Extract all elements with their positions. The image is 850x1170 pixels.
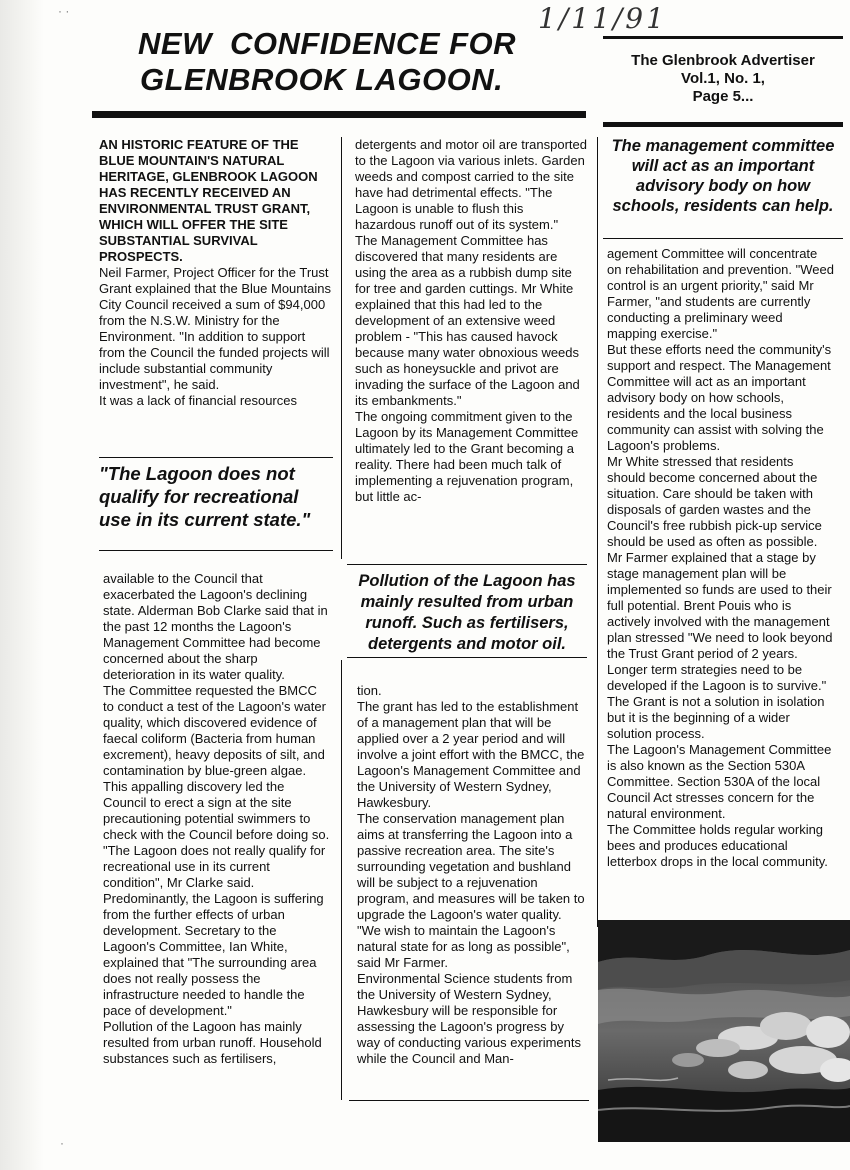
paragraph: The ongoing commitment given to the Lagoon by its Management Committee ultimately led to the Grant becoming a reality. There had been much talk of implementing a rejuvenation program, but little ac- [355, 409, 579, 504]
masthead-top-rule [603, 36, 843, 39]
column-2-bottom [357, 683, 585, 1067]
pull-quote-management: The management committee will act as an important advisory body on how schools, residents can help. [611, 137, 835, 215]
paragraph: This appalling discovery led the Council to erect a sign at the site precautioning potential swimmers to check with the Council before doing so. "The Lagoon does not really qualify for recreational use in its current condition", Mr Clarke said. [103, 779, 330, 890]
corner-speck: · · [58, 4, 70, 18]
paragraph: The conservation management plan aims at transferring the Lagoon into a passive recreation area. The site's surrounding vegetation and bushland will be subject to a rejuvenation program, and measures will be taken to upgrade the Lagoon's water quality. "We wish to maintain the Lagoon's natural state for as long as possible", said Mr Farmer. [357, 811, 585, 970]
page-number: Page 5... [692, 88, 754, 105]
paragraph: The Management Committee has discovered that many residents are using the area as a rubbish dump site for tree and garden cuttings. Mr White explained that this had led to the development of an extensive weed problem - "This has caused havock because many water obnoxious weeds such as honeysuckle and privot are invading the surface of the Lagoon and its embankments." [355, 233, 580, 408]
paragraph: Mr White stressed that residents should become concerned about the situation. Care should be taken with disposals of garden wastes and the Council's free rubbish pick-up service should be used as often as possible. [607, 454, 822, 549]
column-divider-2 [597, 137, 598, 927]
volume-number: Vol.1, No. 1, [681, 70, 765, 87]
handwritten-date: 1/11/91 [538, 2, 667, 35]
masthead [603, 52, 843, 106]
pull-quote-recreational: "The Lagoon does not qualify for recreational use in its current state." [99, 463, 311, 530]
scan-edge-shadow [0, 0, 44, 1170]
headline [138, 26, 578, 98]
headline-line-2: GLENBROOK LAGOON. [140, 62, 504, 97]
paragraph: It was a lack of financial resources [99, 393, 297, 408]
article-intro: AN HISTORIC FEATURE OF THE BLUE MOUNTAIN'S NATURAL HERITAGE, GLENBROOK LAGOON HAS RECENTLY RECEIVED AN ENVIRONMENTAL TRUST GRANT, WHICH WILL OFFER THE SITE SUBSTANTIAL SURVIVAL PROSPECTS. [99, 137, 318, 264]
paragraph: The grant has led to the establishment of a management plan that will be applied over a 2 year period and will involve a joint effort with the BMCC, the Lagoon's Management Committee and the University of Western Sydney, Hawkesbury. [357, 699, 585, 810]
paragraph: detergents and motor oil are transported to the Lagoon via various inlets. Garden weeds and compost carried to the site have had detrimental effects. "The Lagoon is unable to flush this hazardous runoff out of its system." [355, 137, 587, 232]
paragraph: The Lagoon's Management Committee is also known as the Section 530A Committee. Section 530A of the local Council Act stresses concern for the natural environment. [607, 742, 832, 821]
paper-name: The Glenbrook Advertiser [631, 52, 815, 69]
lagoon-photograph [598, 920, 850, 1142]
column-1-top [99, 137, 331, 409]
headline-line-1: NEW CONFIDENCE FOR [138, 26, 517, 61]
headline-rule [92, 111, 586, 118]
pull-quote-right-rule [603, 238, 843, 239]
paragraph: tion. [357, 683, 382, 698]
pull-quote-pollution: Pollution of the Lagoon has mainly resulted from urban runoff. Such as fertilisers, detergents and motor oil. [358, 572, 576, 653]
column-divider-1-bottom [341, 660, 342, 1100]
paragraph: Predominantly, the Lagoon is suffering from the further effects of urban development. Secretary to the Lagoon's Committee, Ian White, explained that "The surrounding area does not really possess the infrastructure needed to handle the pace of development." [103, 891, 324, 1018]
column-2-bottom-rule [349, 1100, 589, 1101]
pull-quote-left-bottom-rule [99, 550, 333, 551]
corner-speck-bottom: · [60, 1136, 64, 1150]
masthead-bottom-rule [603, 122, 843, 127]
column-2-top [355, 137, 587, 505]
paragraph: But these efforts need the community's support and respect. The Management Committee will act as an important advisory body on how schools, residents and the local business community can assist with solving the Lagoon's problems. [607, 342, 832, 453]
paragraph: The Committee requested the BMCC to conduct a test of the Lagoon's water quality, which discovered evidence of faecal coliform (Bacteria from human excrement), heavy deposits of silt, and contamination by blue-green algae. [103, 683, 326, 778]
column-1-bottom [103, 571, 330, 1067]
lagoon-photo-image [598, 920, 850, 1142]
column-divider-1-top [341, 137, 342, 559]
paragraph: Mr Farmer explained that a stage by stage management plan will be implemented so funds are used to their full potential. Brent Pouis who is actively involved with the management plan stressed "We need to look beyond the Trust Grant period of 2 years. Longer term strategies need to be developed if the Lagoon is to survive." [607, 550, 833, 693]
paragraph: Environmental Science students from the University of Western Sydney, Hawkesbury will be responsible for assessing the Lagoon's progress by way of conducting various experiments while the Council and Man- [357, 971, 582, 1066]
pull-quote-left-top-rule [99, 457, 333, 458]
paragraph: available to the Council that exacerbated the Lagoon's declining state. Alderman Bob Clarke said that in the past 12 months the Lagoon's Management Committee had become concerned about the sharp deterioration in its water quality. [103, 571, 328, 682]
paragraph: The Committee holds regular working bees and produces educational letterbox drops in the local community. [607, 822, 828, 869]
paragraph: The Grant is not a solution in isolation but it is the beginning of a wider solution process. [607, 694, 825, 741]
pull-quote-middle-bottom-rule [347, 657, 587, 658]
paragraph: Pollution of the Lagoon has mainly resulted from urban runoff. Household substances such as fertilisers, [103, 1019, 322, 1066]
paragraph: Neil Farmer, Project Officer for the Trust Grant explained that the Blue Mountains City Council received a sum of $94,000 from the N.S.W. Ministry for the Environment. "In addition to support from the Council the funded projects will include substantial community investment", he said. [99, 265, 331, 392]
pull-quote-middle-top-rule [347, 564, 587, 565]
paragraph: agement Committee will concentrate on rehabilitation and prevention. "Weed control is an urgent priority," said Mr Farmer, "and students are currently conducting a preliminary weed mapping exercise." [607, 246, 834, 341]
column-3 [607, 246, 835, 870]
